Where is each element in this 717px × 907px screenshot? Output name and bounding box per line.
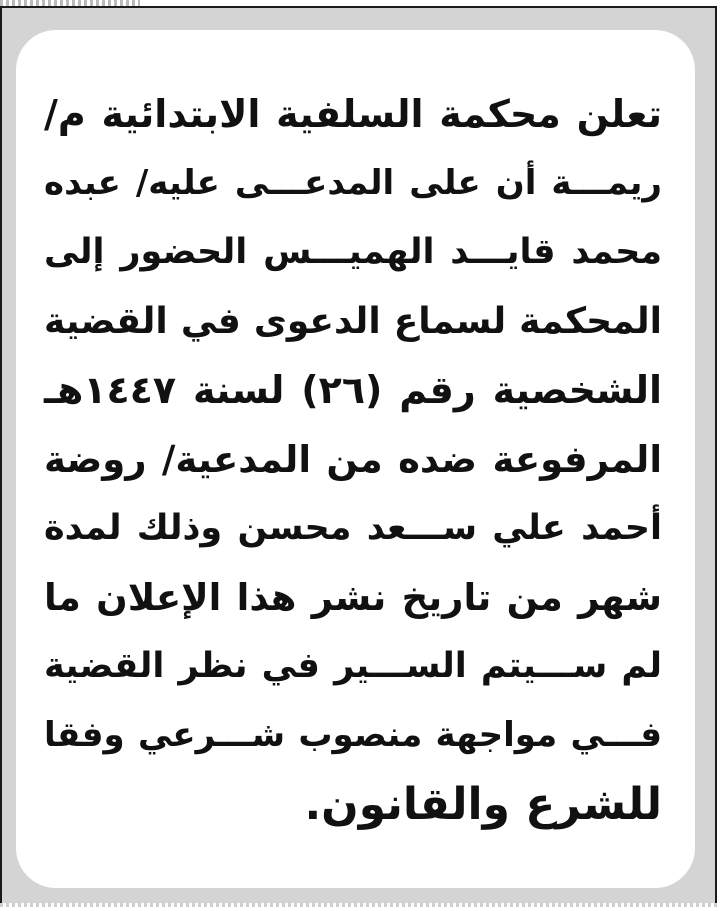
- notice-line-5: الشخصية رقم (٢٦) لسنة ١٤٤٧هـ: [44, 368, 662, 412]
- notice-line-6: المرفوعة ضده من المدعية/ روضة: [44, 438, 662, 481]
- notice-line-1: تعلن محكمة السلفية الابتدائية م/: [44, 92, 662, 136]
- announcement-text: [44, 80, 662, 839]
- notice-frame: [0, 6, 717, 907]
- notice-line-3: محمد قايـــد الهميـــس الحضور إلى: [44, 232, 662, 272]
- notice-panel: [16, 30, 695, 888]
- notice-line-10: فـــي مواجهة منصوب شـــرعي وفقا: [44, 715, 662, 755]
- notice-line-4: المحكمة لسماع الدعوى في القضية: [44, 301, 662, 342]
- notice-line-2: ريمـــة أن على المدعـــى عليه/ عبده: [44, 163, 662, 203]
- notice-line-7: أحمد علي ســـعد محسن وذلك لمدة: [44, 508, 662, 548]
- notice-line-9: لم ســـيتم الســـير في نظر القضية: [44, 646, 662, 686]
- bottom-edge-strip: [0, 903, 717, 907]
- notice-line-11: للشرع والقانون.: [304, 779, 662, 830]
- notice-line-8: شهر من تاريخ نشر هذا الإعلان ما: [44, 576, 662, 619]
